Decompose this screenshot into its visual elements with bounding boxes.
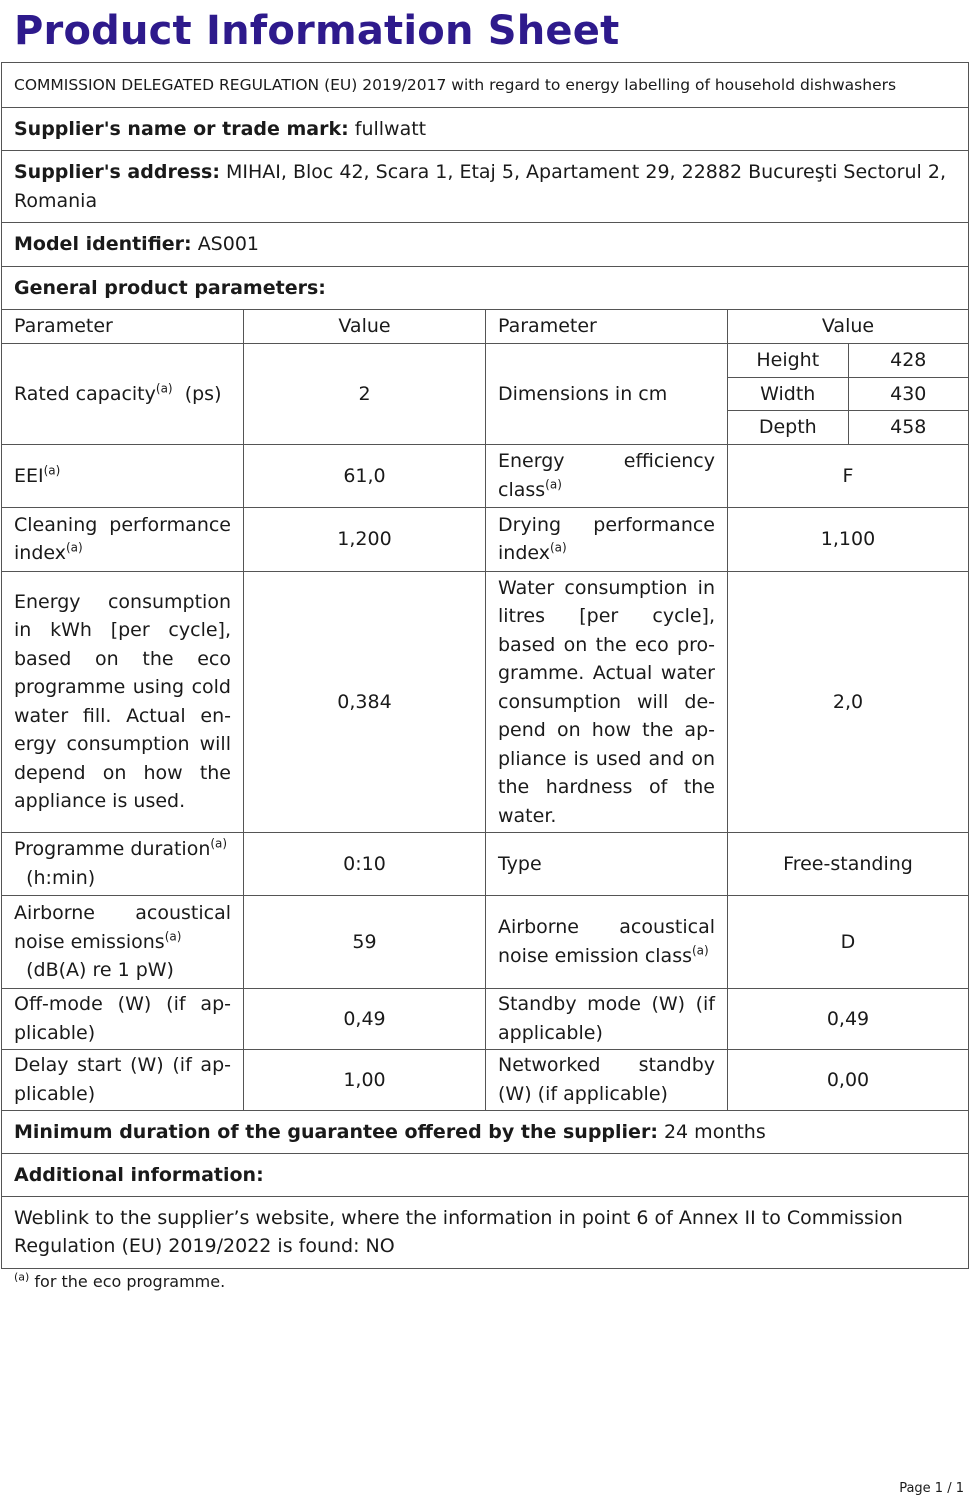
type-label: Type <box>486 832 728 895</box>
drying-value: 1,100 <box>728 507 969 571</box>
eei-value: 61,0 <box>244 444 486 507</box>
standby-label: Standby mode (W) (if applicable) <box>486 988 728 1049</box>
rated-capacity-value: 2 <box>244 344 486 445</box>
noise-class-value: D <box>728 895 969 988</box>
cleaning-value: 1,200 <box>244 507 486 571</box>
energy-consumption-label: Energy consumption in kWh [per cycle], based on the eco programme using cold water fill. Actual energy consumption will depend on how the appliance is used. <box>2 571 244 832</box>
networked-standby-label: Networked standby (W) (if applicable) <box>486 1049 728 1110</box>
weblink-row <box>2 1196 969 1268</box>
off-mode-value: 0,49 <box>244 988 486 1049</box>
table-row <box>2 571 969 832</box>
water-consumption-value: 2,0 <box>728 571 969 832</box>
guarantee-value: 24 months <box>663 1120 766 1143</box>
regulation-text: COMMISSION DELEGATED REGULATION (EU) 2019/2017 with regard to energy labelling of household dishwashers <box>2 63 969 108</box>
type-value: Free-standing <box>728 832 969 895</box>
delay-start-value: 1,00 <box>244 1049 486 1110</box>
header-value-1: Value <box>244 310 486 344</box>
height-label: Height <box>728 344 848 377</box>
additional-heading-row <box>2 1153 969 1196</box>
weblink-label: Weblink to the supplier’s website, where the information in point 6 of Annex II to Commission Regulation (EU) 2019/2022 is found: <box>14 1206 903 1258</box>
dimensions-values <box>728 344 969 445</box>
delay-start-label: Delay start (W) (if applicable) <box>2 1049 244 1110</box>
noise-value: 59 <box>244 895 486 988</box>
depth-value: 458 <box>890 416 927 439</box>
additional-heading: Additional information: <box>2 1153 969 1196</box>
page-title: Product Information Sheet <box>14 8 620 54</box>
off-mode-label: Off-mode (W) (if applicable) <box>2 988 244 1049</box>
guarantee-row <box>2 1110 969 1153</box>
width-label: Width <box>728 377 848 410</box>
supplier-name-value: fullwatt <box>354 117 427 140</box>
regulation-row <box>2 63 969 108</box>
width-value: 430 <box>848 377 968 410</box>
supplier-address-value: MIHAI, Bloc 42, Scara 1, Etaj 5, Apartament 29, 22882 Bucureşti Sectorul 2, Romania <box>14 161 946 212</box>
cleaning-label: Cleaning performance index$^{(a)}$ <box>2 507 244 571</box>
footnote-text: for the eco programme. <box>34 1272 226 1291</box>
model-value: AS001 <box>197 233 260 256</box>
table-row <box>2 832 969 895</box>
eei-label: EEI$^{(a)}$ <box>2 444 244 507</box>
product-info-table <box>1 62 969 1269</box>
model-label: Model identifier: <box>14 233 192 256</box>
noise-label: Airborne acoustical noise emissions$^{(a)}$ (dB(A) re 1 pW) <box>2 895 244 988</box>
supplier-address-label: Supplier's address: <box>14 161 220 183</box>
energy-class-label: Energy efficiency class$^{(a)}$ <box>486 444 728 507</box>
drying-label: Drying performance index$^{(a)}$ <box>486 507 728 571</box>
water-consumption-label: Water consumption in litres [per cycle], based on the eco programme. Actual water consumption will depend on how the appliance is used and on the hardness of the water. <box>486 571 728 832</box>
energy-class-value: F <box>728 444 969 507</box>
supplier-name-row <box>2 108 969 151</box>
header-parameter-1: Parameter <box>2 310 244 344</box>
depth-label: Depth <box>728 411 848 444</box>
height-value: 428 <box>848 344 968 377</box>
dimensions-label: Dimensions in cm <box>486 344 728 445</box>
model-row <box>2 223 969 267</box>
programme-duration-label: Programme duration$^{(a)}$ (h:min) <box>2 832 244 895</box>
energy-consumption-value: 0,384 <box>244 571 486 832</box>
networked-standby-value: 0,00 <box>728 1049 969 1110</box>
supplier-address-row <box>2 151 969 223</box>
footnote <box>14 1272 225 1291</box>
header-parameter-2: Parameter <box>486 310 728 344</box>
page-number: Page 1 / 1 <box>899 1481 964 1496</box>
rated-capacity-label: Rated capacity$^{(a)}$ (ps) <box>2 344 244 445</box>
table-row <box>2 1049 969 1110</box>
noise-class-label: Airborne acoustical noise emission class$^{(a)}$ <box>486 895 728 988</box>
header-value-2: Value <box>728 310 969 344</box>
footnote-marker: (a) <box>14 1270 30 1284</box>
table-row <box>2 444 969 507</box>
table-row <box>2 895 969 988</box>
general-heading-row <box>2 267 969 310</box>
supplier-name-label: Supplier's name or trade mark: <box>14 117 349 140</box>
general-heading: General product parameters: <box>2 267 969 310</box>
table-row <box>2 507 969 571</box>
guarantee-label: Minimum duration of the guarantee offered by the supplier: <box>14 1120 658 1143</box>
table-row <box>2 988 969 1049</box>
header-row <box>2 310 969 344</box>
table-row <box>2 344 969 445</box>
weblink-value: NO <box>365 1235 395 1258</box>
programme-duration-value: 0:10 <box>244 832 486 895</box>
standby-value: 0,49 <box>728 988 969 1049</box>
